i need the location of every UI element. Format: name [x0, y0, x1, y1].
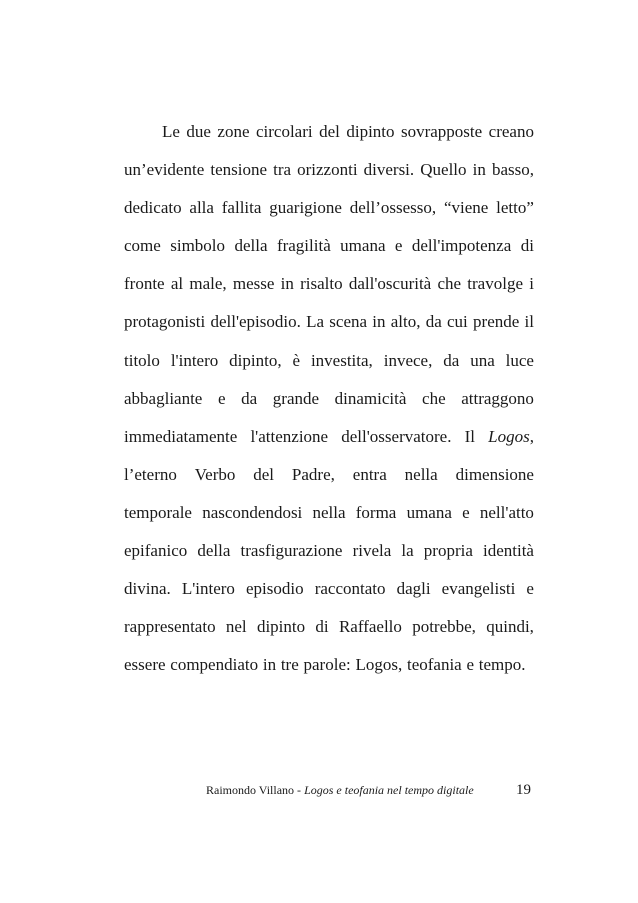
word: che — [437, 274, 462, 294]
word: forma — [355, 502, 397, 522]
word: fallita — [221, 198, 262, 218]
word: una — [470, 350, 495, 370]
word: da — [425, 312, 442, 332]
word: tra — [273, 160, 292, 180]
word: guarigione — [269, 198, 342, 218]
word: al — [170, 274, 184, 294]
word: titolo — [124, 350, 160, 370]
word: rivela — [352, 541, 392, 561]
page-footer — [0, 783, 638, 803]
word: simbolo — [170, 236, 226, 256]
text-line — [124, 380, 534, 418]
word: messe — [232, 274, 275, 294]
word: invece, — [383, 350, 433, 370]
word: dedicato — [124, 198, 182, 218]
word: nella — [404, 464, 438, 484]
word: dell'osservatore. — [341, 426, 452, 446]
word: evangelisti — [441, 579, 516, 599]
text-line — [124, 646, 534, 684]
word: in — [372, 312, 386, 332]
word: attraggono — [461, 388, 534, 408]
footer-running-title — [206, 783, 474, 798]
word: la — [401, 541, 414, 561]
word: dipinto — [256, 617, 306, 637]
word: del — [253, 464, 275, 484]
text-line — [124, 456, 534, 494]
word: e — [462, 502, 470, 522]
word: raccontato — [314, 579, 386, 599]
italic-term: Logos — [488, 426, 530, 446]
word: essere — [124, 655, 166, 675]
word: Quello — [420, 160, 467, 180]
word: L'intero — [181, 579, 235, 599]
word: temporale — [124, 502, 192, 522]
word: Logos, — [488, 426, 534, 446]
text-line — [124, 342, 534, 380]
footer-book-title: Logos e teofania nel tempo digitale — [304, 783, 474, 797]
word: dagli — [396, 579, 431, 599]
word: in — [280, 274, 294, 294]
word: compendiato — [170, 655, 259, 675]
word: dell'impotenza — [411, 236, 512, 256]
footer-author: Raimondo Villano - — [206, 783, 305, 797]
word: risalto — [300, 274, 343, 294]
word: La — [306, 312, 325, 332]
word: fronte — [124, 274, 165, 294]
word: rappresentato — [124, 617, 216, 637]
word: propria — [423, 541, 473, 561]
word: dinamicità — [334, 388, 407, 408]
word: dipinto — [346, 122, 395, 141]
word: identità — [482, 541, 534, 561]
word: dipinto, — [229, 350, 282, 370]
text-line — [124, 532, 534, 570]
word: dimensione — [455, 464, 534, 484]
word: in — [472, 160, 486, 180]
word: cui — [447, 312, 468, 332]
word: e — [466, 655, 475, 675]
word: Padre, — [291, 464, 335, 484]
word: prende — [473, 312, 520, 332]
word: e — [217, 388, 226, 408]
word: protagonisti — [124, 312, 206, 332]
word: episodio — [246, 579, 304, 599]
word: due — [186, 122, 211, 141]
word: “viene — [443, 198, 489, 218]
word: del — [319, 122, 340, 141]
word: Verbo — [194, 464, 236, 484]
word: tensione — [210, 160, 267, 180]
word: nell'atto — [479, 502, 534, 522]
word: nella — [312, 502, 346, 522]
word: entra — [352, 464, 387, 484]
word: che — [422, 388, 446, 408]
word: Raffaello — [338, 617, 402, 637]
word: nascondendosi — [202, 502, 303, 522]
word: travolge — [467, 274, 523, 294]
text-line — [124, 418, 534, 456]
text-line — [124, 189, 534, 227]
word: basso, — [491, 160, 534, 180]
word: circolari — [255, 122, 313, 141]
word: tre — [280, 655, 299, 675]
word: parole: — [303, 655, 351, 675]
word: male, — [189, 274, 227, 294]
word: è — [292, 350, 301, 370]
word: di — [315, 617, 329, 637]
word: dall'oscurità — [348, 274, 432, 294]
word: divina. — [124, 579, 171, 599]
word: orizzonti — [297, 160, 358, 180]
word: Le — [162, 122, 180, 141]
word: tempo. — [478, 655, 526, 675]
text-line — [124, 113, 534, 151]
word: fragilità — [276, 236, 331, 256]
word: letto” — [496, 198, 534, 218]
word: da — [443, 350, 460, 370]
text-line — [124, 265, 534, 303]
word: immediatamente — [124, 426, 238, 446]
word: alto, — [390, 312, 421, 332]
word: abbagliante — [124, 388, 203, 408]
word: diversi. — [363, 160, 415, 180]
text-line — [124, 303, 534, 341]
word: luce — [505, 350, 534, 370]
word: dell’ossesso, — [349, 198, 437, 218]
text-line — [124, 227, 534, 265]
word: Il — [464, 426, 476, 446]
word: potrebbe, — [412, 617, 476, 637]
text-line — [124, 494, 534, 532]
word: un’evidente — [124, 160, 205, 180]
word: umana — [406, 502, 452, 522]
word: e — [394, 236, 403, 256]
word: Logos, — [355, 655, 403, 675]
word: trasfigurazione — [240, 541, 343, 561]
word: scena — [329, 312, 368, 332]
word: dell'episodio. — [210, 312, 301, 332]
word: della — [197, 541, 231, 561]
word: da — [241, 388, 258, 408]
word: creano — [488, 122, 534, 141]
word: alla — [189, 198, 214, 218]
word: quindi, — [486, 617, 534, 637]
word: grande — [272, 388, 320, 408]
page-number: 19 — [516, 782, 531, 798]
word: l'attenzione — [250, 426, 329, 446]
word: umana — [340, 236, 386, 256]
word: zone — [217, 122, 250, 141]
text-line — [124, 151, 534, 189]
word: in — [262, 655, 277, 675]
word: della — [234, 236, 268, 256]
word: i — [529, 274, 534, 294]
word: l’eterno — [124, 464, 177, 484]
body-paragraph — [124, 113, 534, 684]
word: il — [524, 312, 534, 332]
word: come — [124, 236, 161, 256]
word: teofania — [406, 655, 462, 675]
word: epifanico — [124, 541, 188, 561]
word: e — [526, 579, 534, 599]
word: l'intero — [170, 350, 219, 370]
word: investita, — [310, 350, 373, 370]
text-line — [124, 570, 534, 608]
word: di — [520, 236, 534, 256]
word: nel — [225, 617, 247, 637]
text-line — [124, 608, 534, 646]
word: sovrapposte — [400, 122, 483, 141]
